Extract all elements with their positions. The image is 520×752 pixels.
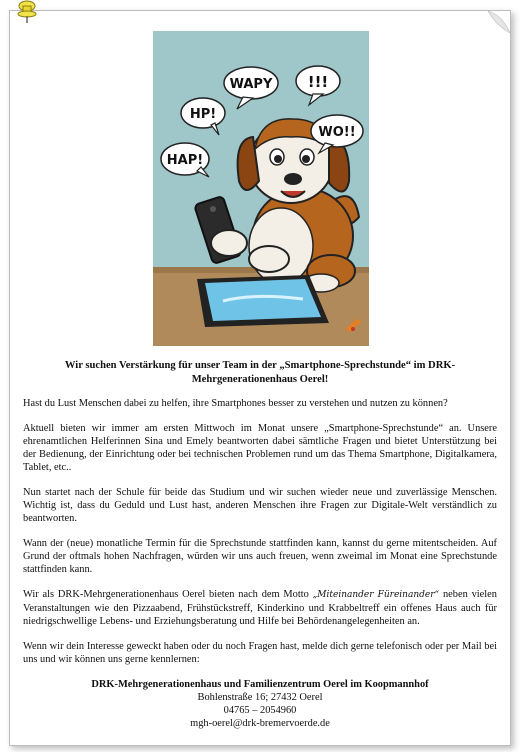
paragraph-current-offer: Aktuell bieten wir immer am ersten Mittwoch im Monat unsere „Smartphone-Sprechstunde“ an. Unsere ehrenamtlichen Helferinnen Sina und Emely beantworten dabei sämtliche Fragen und bietet Unterstützung bei der Bedienung, der Einrichtung oder bei technischen Problemen rund um das Thema Smartphone, Digitalkamera, Tablet, etc.. <box>23 423 497 473</box>
bubble-exclaim: !!! <box>307 73 329 91</box>
about-text-end: neben vielen Veranstaltungen wie den Pizzaabend, Frühstückstreff, Kinderkino und Krabbeltreff ein offenes Haus auch für niedrigschwellige Lebens- und Erziehungsberatung und Hilfe bei Behördenangelegenheiten an. <box>23 589 497 627</box>
page-curl-icon <box>488 11 510 33</box>
contact-address: Bohlenstraße 16; 27432 Oerel <box>197 692 323 703</box>
about-text-start: Wir als DRK-Mehrgenerationenhaus Oerel bieten nach dem Motto <box>23 589 313 600</box>
contact-org: DRK-Mehrgenerationenhaus und Familienzentrum Oerel im Koopmannhof <box>91 679 429 690</box>
dog-smartphone-illustration <box>153 31 369 346</box>
paragraph-intro: Hast du Lust Menschen dabei zu helfen, ihre Smartphones besser zu verstehen und nutzen zu können? <box>23 398 448 409</box>
contact-phone: 04765 – 2054960 <box>223 705 297 716</box>
pushpin-icon <box>14 0 40 24</box>
bubble-wapy: WAPY <box>229 77 273 92</box>
headline: Wir suchen Verstärkung für unser Team in der „Smartphone-Sprechstunde“ im DRK-Mehrgenerationenhaus Oerel! <box>64 360 456 385</box>
paragraph-about <box>23 588 497 628</box>
paragraph-contact-invite: Wenn wir dein Interesse geweckt haben oder du noch Fragen hast, melde dich gerne telefonisch oder per Mail bei uns und wir können uns gerne kennlernen: <box>23 641 497 665</box>
flyer-text <box>23 359 497 730</box>
flyer-page <box>9 10 511 746</box>
bubble-hp: HP! <box>189 107 217 122</box>
bubble-wo: WO!! <box>318 125 356 140</box>
paragraph-schedule: Wann der (neue) monatliche Termin für die Sprechstunde stattfinden kann, kannst du gerne mitentscheiden. Auf Grund der oftmals hohen Nachfragen, würden wir uns auch freuen, wenn zweimal im Monat eine Sprechstunde stattfinden kann. <box>23 538 497 575</box>
paragraph-search: Nun startet nach der Schule für beide das Studium und wir suchen wieder neue und zuverlässige Menschen. Wichtig ist, dass du Geduld und Lust hast, anderen Menschen ihre Fragen zur Digitale-Welt verständlich zu beantworten. <box>23 487 497 524</box>
bubble-hap: HAP! <box>166 153 204 168</box>
motto: „Miteinander Füreinander“ <box>312 590 440 600</box>
contact-email: mgh-oerel@drk-bremervoerde.de <box>190 718 330 729</box>
contact-block <box>23 678 497 730</box>
